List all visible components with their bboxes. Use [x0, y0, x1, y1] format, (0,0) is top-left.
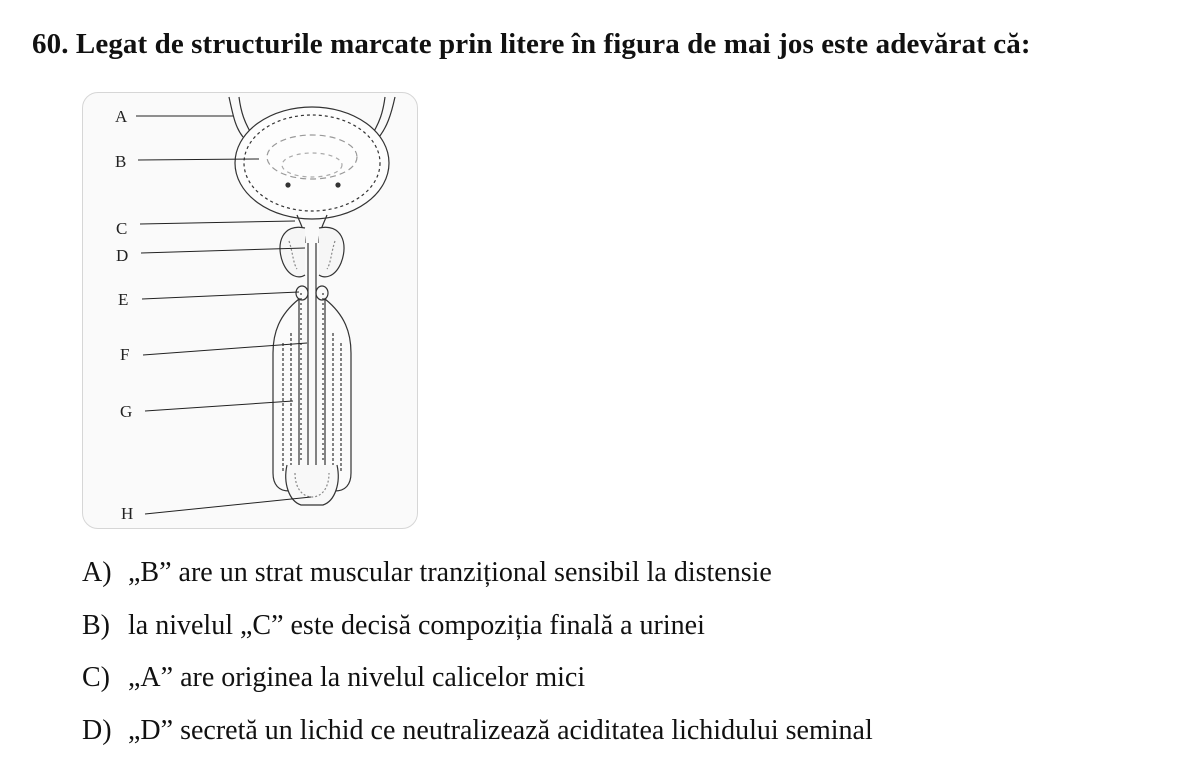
- figure-label-g: G: [120, 402, 133, 421]
- figure-label-a: A: [115, 107, 128, 126]
- anatomy-figure: [82, 92, 418, 529]
- figure-labels: [115, 107, 133, 523]
- option-b[interactable]: [82, 606, 873, 659]
- option-text: la nivelul „C” este decisă compoziția finală a urinei: [128, 609, 705, 641]
- option-a[interactable]: [82, 553, 873, 606]
- figure-label-e: E: [118, 290, 129, 309]
- option-text: „B” are un strat muscular tranzițional sensibil la distensie: [128, 557, 772, 588]
- figure-label-d: D: [116, 246, 129, 265]
- option-text: „A” are originea la nivelul calicelor mici: [128, 662, 586, 693]
- figure-label-h: H: [121, 504, 134, 523]
- answer-options: [82, 553, 873, 763]
- figure-label-f: F: [120, 345, 130, 364]
- option-letter: D): [82, 714, 112, 746]
- option-letter: A): [82, 557, 112, 588]
- option-c[interactable]: [82, 658, 873, 711]
- diagram-drawing: [136, 97, 395, 514]
- figure-label-c: C: [116, 219, 128, 238]
- figure-label-b: B: [115, 152, 127, 171]
- option-text: „D” secretă un lichid ce neutralizează aciditatea lichidului seminal: [128, 714, 873, 746]
- urogenital-diagram: [83, 93, 418, 529]
- option-letter: B): [82, 609, 110, 641]
- option-d[interactable]: [82, 711, 873, 764]
- question-title: 60. Legat de structurile marcate prin litere în figura de mai jos este adevărat că:: [32, 28, 1031, 60]
- option-letter: C): [82, 662, 110, 693]
